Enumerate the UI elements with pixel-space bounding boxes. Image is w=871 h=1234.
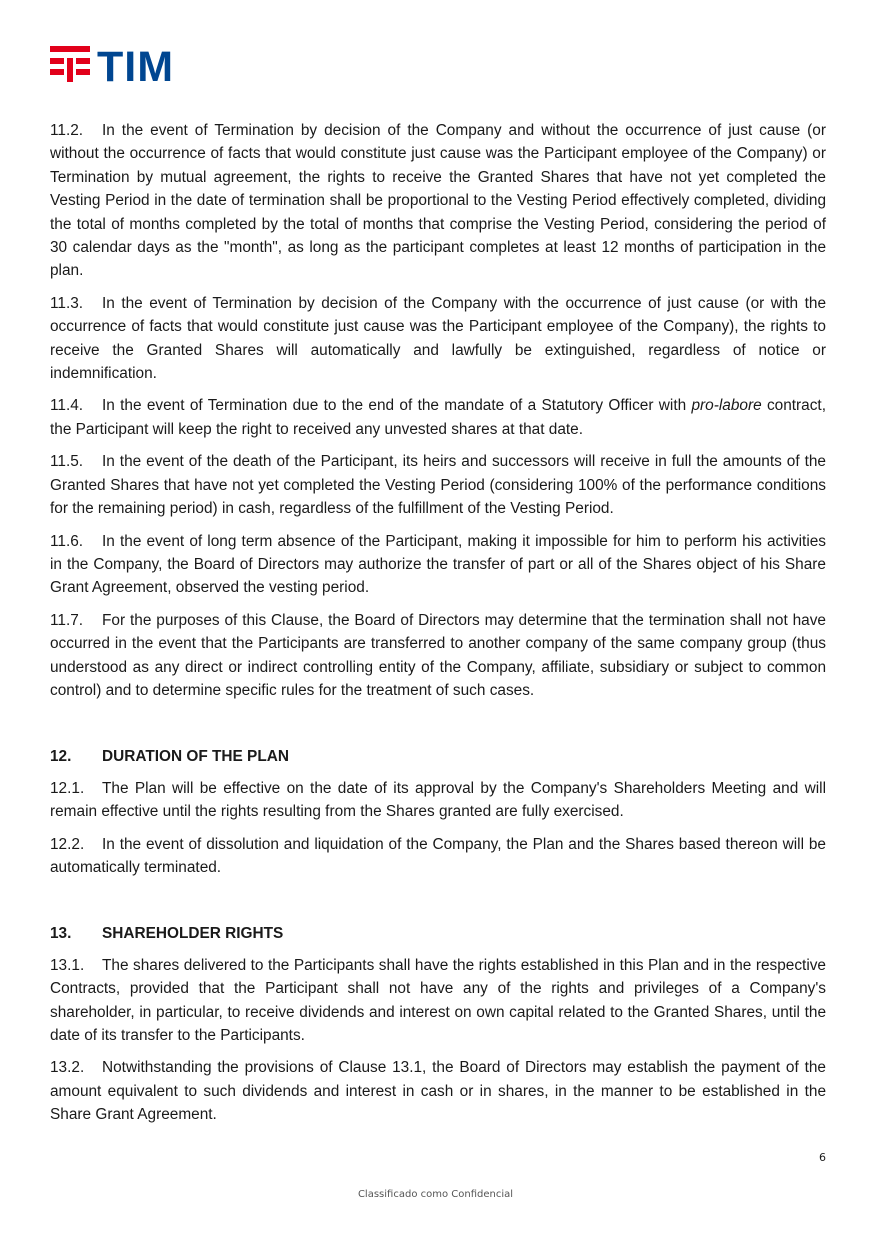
clause-text: In the event of the death of the Participant, its heirs and successors will receive in full the amounts of the Granted Shares that have not yet completed the Vesting Period (considering 100% of the performance conditions for the remaining period) in cash, regardless of the fulfillment of the Vesting Period. [50,453,826,518]
section-title: SHAREHOLDER RIGHTS [102,925,284,943]
clause-text: In the event of Termination by decision of the Company with the occurrence of just cause (or with the occurrence of facts that would constitute just cause was the Participant employee of the Company), the rights to receive the Granted Shares will automatically and lawfully be extinguished, regardless of notice or indemnification. [50,294,826,383]
clause-number: 11.2. [50,122,84,139]
tim-logo-text: TIM [97,45,175,83]
clause-text: contract, the Participant will keep the right to received any unvested shares at that date. [50,397,826,438]
clause-13-2 [50,1056,826,1126]
clause-number: 11.3. [50,294,84,312]
clause-11-7 [50,609,826,703]
section-number: 12. [50,748,72,766]
clause-number: 12.2. [50,835,85,853]
document-body [50,119,826,1136]
section-number: 13. [50,925,72,943]
classification-label: Classificado como Confidencial [357,1189,514,1200]
clause-text: In the event of long term absence of the Participant, making it impossible for him to perform his activities in the Company, the Board of Directors may authorize the transfer of part or all of the Shares object of his Share Grant Agreement, observed the vesting period. [50,532,826,597]
section-13-heading [50,922,826,945]
clause-13-1 [50,954,826,1048]
clause-11-4 [50,394,826,441]
clause-text: The Plan will be effective on the date of its approval by the Company's Shareholders Meeting and will remain effective until the rights resulting from the Shares granted are fully exercised. [50,779,826,821]
section-title: DURATION OF THE PLAN [102,748,289,766]
clause-number: 13.2. [50,1059,85,1077]
clause-text: In the event of Termination by decision of the Company and without the occurrence of just cause (or without the occurrence of facts that would constitute just cause was the Participant employee of the Company) or Termination by mutual agreement, the rights to receive the Granted Shares that have not yet completed the Vesting Period in the date of termination shall be proportional to the Vesting Period effectively completed, dividing the total of months completed by the total of months that comprise the Vesting Period, considering the period of 30 calendar days as the "month", as long as the participant completes at least 12 months of participation in the plan. [50,122,826,280]
clause-number: 13.1. [50,956,85,974]
clause-text: Notwithstanding the provisions of Clause 13.1, the Board of Directors may establish the payment of the amount equivalent to such dividends and interest in cash or in shares, in the manner to be established in the Share Grant Agreement. [50,1059,826,1124]
clause-number: 11.6. [50,532,84,550]
clause-text: In the event of Termination due to the end of the mandate of a Statutory Officer with [102,397,692,415]
clause-number: 11.5. [50,453,84,471]
clause-11-6 [50,530,826,600]
tim-logo-mark [50,46,90,82]
clause-12-2 [50,833,826,880]
clause-12-1 [50,777,826,824]
clause-11-5 [50,450,826,520]
clause-text: The shares delivered to the Participants shall have the rights established in this Plan and in the respective Contracts, provided that the Participant shall not have any of the rights and privileges of a Company's shareholder, in particular, to receive dividends and interest on own capital related to the Granted Shares, until the date of its transfer to the Participants. [50,956,826,1044]
clause-text: For the purposes of this Clause, the Board of Directors may determine that the termination shall not have occurred in the event that the Participants are transferred to another company of the same company group (thus understood as any direct or indirect controlling entity of the Company, affiliate, subsidiary or subject to common control) and to determine specific rules for the treatment of such cases. [50,611,826,699]
clause-number: 12.1. [50,779,85,797]
clause-text-italic: pro-labore [691,397,762,415]
clause-number: 11.7. [50,611,84,629]
clause-11-2 [50,119,826,283]
tim-logo [49,45,181,83]
clause-11-3 [50,292,826,386]
clause-number: 11.4. [50,397,84,415]
page-number: 6 [819,1151,826,1164]
clause-text: In the event of dissolution and liquidation of the Company, the Plan and the Shares based thereon will be automatically terminated. [50,835,826,876]
section-12-heading [50,745,826,768]
